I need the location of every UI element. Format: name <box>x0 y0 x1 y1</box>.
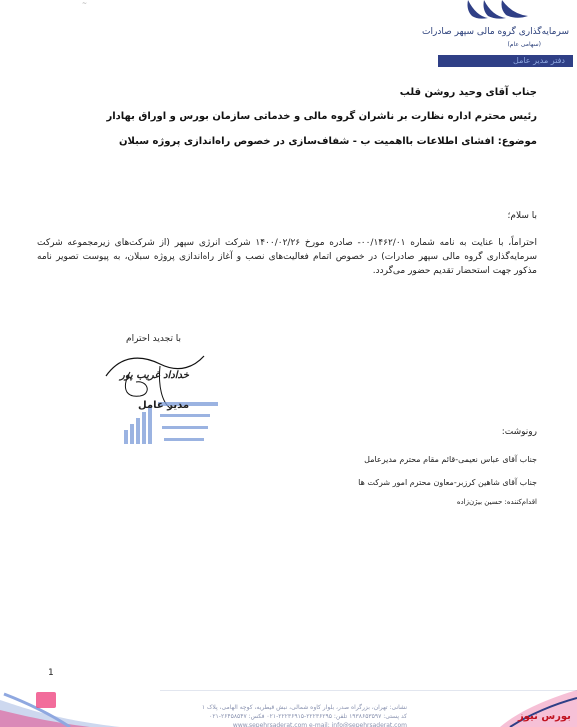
subject-line: موضوع: افشای اطلاعات بااهمیت ب - شفاف‌سازی در خصوص راه‌اندازی پروژه سبلان <box>119 136 537 147</box>
footer-address: نشانی: تهران، بزرگراه صدر، بلوار کاوه شمالی، نبش قیطریه، کوچه الهامی، پلاک ۱ <box>201 704 407 711</box>
cc-item: جناب آقای شاهین کرزبر-معاون محترم امور شرکت ها <box>358 478 537 487</box>
company-legal-form: (سهامی عام) <box>507 41 541 48</box>
company-logo-icon <box>458 0 538 22</box>
cc-label: رونوشت: <box>501 427 537 437</box>
prepared-by: اقدام‌کننده: حسین بیژن‌زاده <box>456 498 537 506</box>
letter-body: احتراماً، با عنایت به نامه شماره ۰۰/۱۴۶۲/۰۱- صادره مورخ ۱۴۰۰/۰۲/۲۶ شرکت انرژی سپهر (از شرکت‌های زیرمجموعه شرکت سرمایه‌گذاری گروه مالی سپهر صادرات) در خصوص اتمام فعالیت‌های نصب و آغاز راه‌اندازی پروژه سبلان، به پیوست تصویر نامه مذکور جهت استحضار تقدیم حضور می‌گردد. <box>37 238 537 276</box>
footer-contact: کد پستی: ۱۹۳۸۶۵۳۵۹۷ تلفن: ۲۲۲۳۶۲۹۵-۲۲۲۳۶۹۱۵-۰۲۱ فکس: ۲۶۴۵۸۵۴۷-۰۲۱ <box>209 713 407 720</box>
top-margin-mark: ~ <box>82 0 88 7</box>
office-label: دفتر مدیر عامل <box>513 56 565 65</box>
footer-web: www.sepehrsaderat.com e-mail: info@sepehrsaderat.com <box>232 722 407 727</box>
recipient-title: رئیس محترم اداره نظارت بر ناشران گروه مالی و خدماتی سازمان بورس و اوراق بهادار <box>106 111 537 122</box>
page-number: 1 <box>48 668 54 678</box>
signer-name: خداداد غریب پور <box>120 370 189 381</box>
recipient: جناب آقای وحید روشن قلب <box>399 87 537 98</box>
closing: با تجدید احترام <box>126 334 182 344</box>
cc-list <box>358 448 537 494</box>
signer-title: مدیر عامل <box>138 400 190 411</box>
watermark-brand: بورس نیوز <box>518 711 571 722</box>
salutation: با سلام؛ <box>507 211 537 221</box>
company-name: سرمایه‌گذاری گروه مالی سپهر صادرات <box>422 27 569 37</box>
cc-item: جناب آقای عباس نعیمی-قائم مقام محترم مدیرعامل <box>364 455 537 464</box>
footer-wave-decoration-icon <box>0 680 120 727</box>
